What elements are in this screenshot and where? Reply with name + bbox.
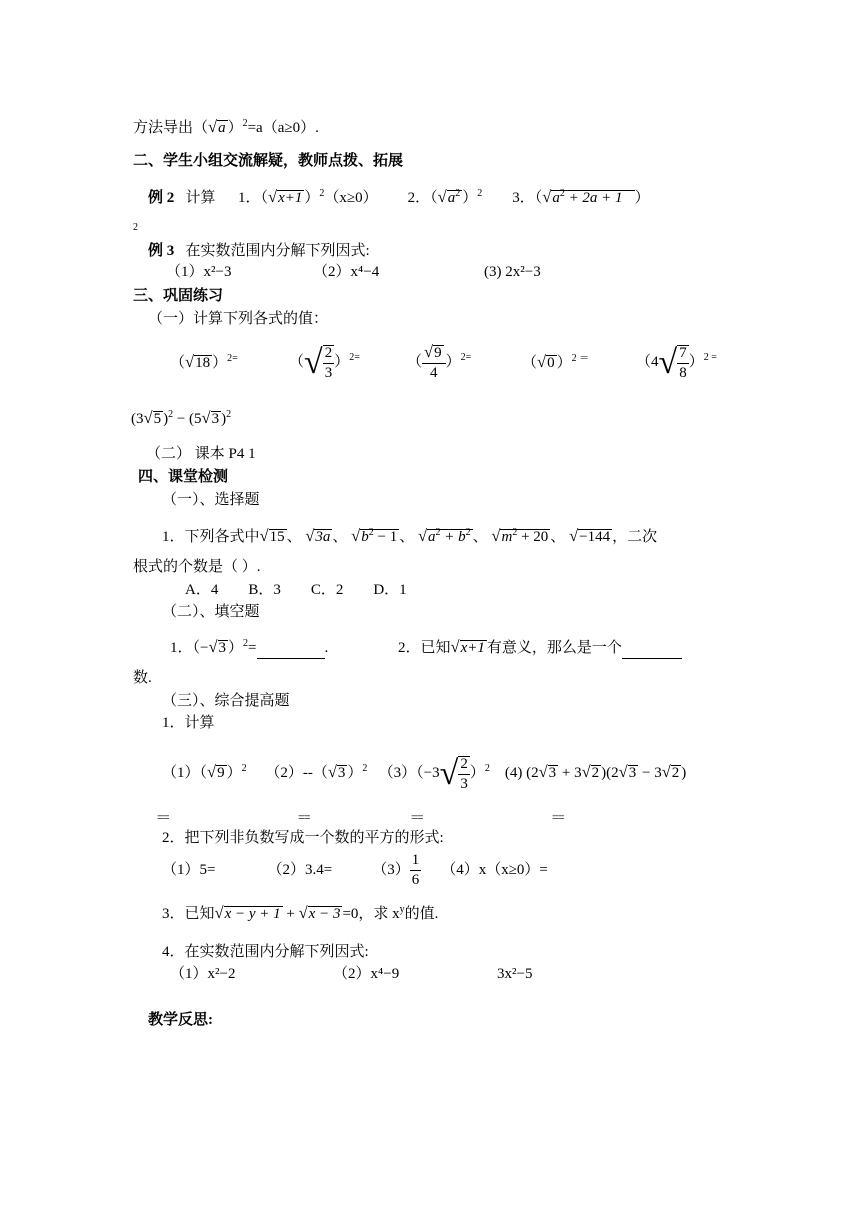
section-3-title: 三、巩固练习	[133, 288, 224, 304]
practice-f: (3√5 )$^2$ − (5√3 )$^2$	[131, 408, 232, 427]
question-4-part-3: 3x²−5	[497, 966, 533, 982]
choice-question-1: 1．下列各式中√15 、 √3a 、 $√b^2 - 1$ 、 $√a^2 + b^2$ 、 $√m^2 + 20$ 、 √−144 ，二次	[162, 526, 658, 545]
question-4-part-1: （1）x²−2	[170, 966, 236, 982]
question-2-parts: （1）5= （2）3.4= （3） $\frac{1}{6}$ （4）x（x≥0）=	[162, 852, 548, 889]
calc-eq-4: ==	[552, 810, 564, 824]
practice-e: （4√ $\frac{7}{8}$ ）$^{2 =}$	[636, 343, 717, 381]
practice-c: （ $\frac{√9}{4}$ ）$^{2=}$	[407, 341, 472, 382]
choice-question-1-line-2: 根式的个数是（ ）.	[133, 559, 261, 575]
practice-d: （√0 ）$^{2 =}$	[522, 352, 590, 371]
example-3-part-3: (3) 2x²−3	[484, 264, 541, 280]
calc-eq-3: ==	[411, 810, 423, 824]
sqrt-a: √a	[208, 117, 226, 136]
section-4-title: 四、课堂检测	[138, 469, 229, 485]
example-3-part-2: （2）x⁴−4	[313, 264, 380, 280]
section-4-sub-1: （一）、选择题	[162, 492, 260, 508]
section-3-sub-2: （二） 课本 P4 1	[146, 446, 256, 462]
question-4: 4．在实数范围内分解下列因式:	[162, 944, 369, 960]
question-4-part-2: （2）x⁴−9	[333, 966, 400, 982]
calc-title: 1．计算	[162, 715, 215, 731]
example-2: 例 2 计算 1．（√x+1 ）$^2$（x≥0） 2．（$√a^2$ ）$^2$ 3．（$√a^2 + 2a + 1$ ）	[148, 187, 650, 206]
section-2-title: 二、学生小组交流解疑，教师点拨、拓展	[133, 153, 404, 169]
example-3-part-1: （1）x²−3	[166, 264, 232, 280]
example-2-wrap-sup: 2	[133, 222, 138, 233]
fill-question-2: 2．已知√x+1 有意义，那么是一个	[398, 637, 682, 659]
practice-b: （√ $\frac{2}{3}$ ）$^{2=}$	[289, 343, 360, 381]
calc-row: （1）（√9 ）$^2$ （2）--（√3 ）$^2$ （3）（−3√ $\frac{2}{3}$ ）$^2$ (4) (2√3 + 3√2 )(2√3 − 3√2 )	[162, 754, 687, 792]
calc-eq-1: ==	[157, 810, 169, 824]
fill-blank-1[interactable]	[257, 638, 325, 659]
teaching-reflection-title: 教学反思:	[148, 1012, 213, 1028]
section-4-sub-3: （三）、综合提高题	[162, 693, 290, 709]
practice-a: （√18 ）$^{2=}$	[170, 352, 238, 371]
calc-eq-2: ==	[298, 810, 310, 824]
question-2: 2．把下列非负数写成一个数的平方的形式:	[162, 830, 444, 846]
fill-blank-2[interactable]	[622, 638, 682, 659]
choice-options: A．4 B．3 C．2 D．1	[185, 582, 407, 598]
fill-question-1: 1．（−√3 ）$^2$= .	[170, 637, 328, 659]
fill-question-2-wrap: 数.	[133, 670, 152, 686]
section-4-sub-2: （二）、填空题	[162, 604, 260, 620]
intro-text: 方法导出（	[133, 120, 209, 136]
section-3-sub-1: （一）计算下列各式的值：	[148, 311, 329, 327]
question-3: 3．已知√x − y + 1 + √x − 3 =0，求 $x^y$的值.	[162, 903, 439, 922]
example-3: 例 3 在实数范围内分解下列因式:	[148, 243, 370, 259]
intro-line: 方法导出（√a ）$^2$=a（a≥0）.	[133, 117, 319, 136]
